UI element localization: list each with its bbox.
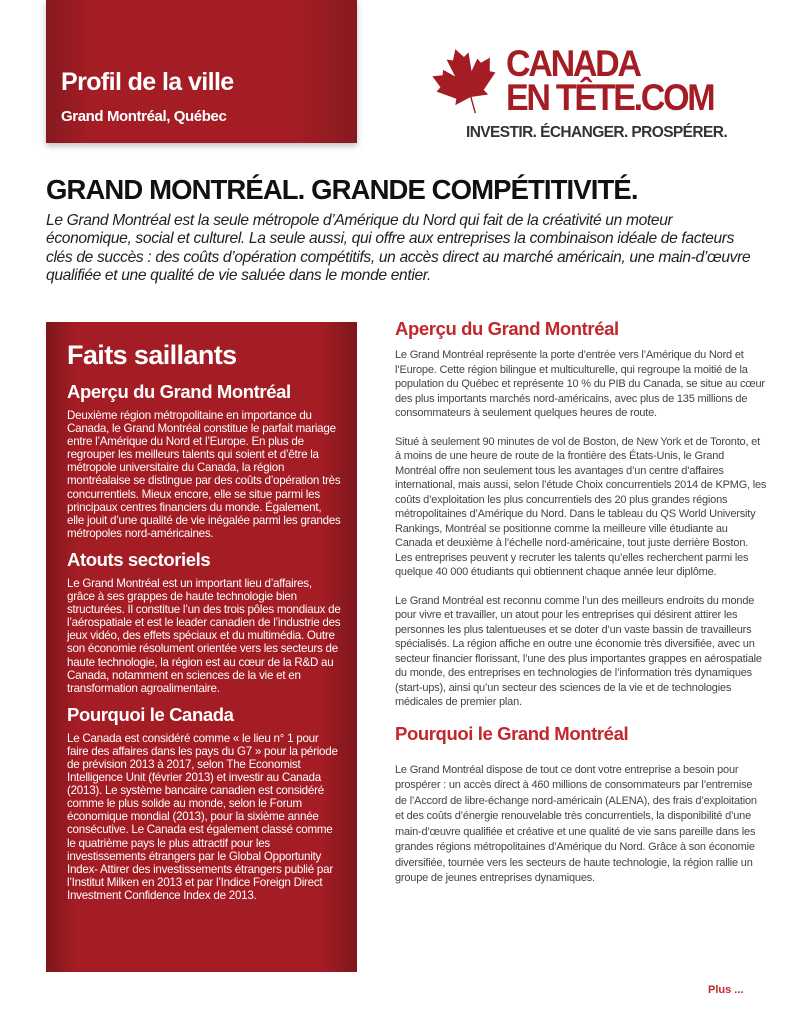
main-column [395, 318, 767, 901]
logo-tagline: INVESTIR. ÉCHANGER. PROSPÉRER. [466, 124, 728, 141]
paragraph: Situé à seulement 90 minutes de vol de Boston, de New York et de Toronto, et à moins de une heure de route de la frontière des États-Unis, le Grand Montréal offre non seulement tous les avantages d’un centre d’affaires international, mais aussi, selon l’étude Choix concurrentiels 2014 de KPMG, les coûts d’exploitation les plus concurrentiels des 20 plus grandes régions métropolitaines d’Amérique du Nord. Dans le tableau du QS World University Rankings, Montréal se positionne comme la meilleure ville étudiante au Canada et deuxième à l’échelle nord-américaine, tout juste derrière Boston. Les entreprises peuvent y recruter les talents qu’elles recherchent parmi les quelque 40 000 étudiants qui obtiennent chaque année leur diplôme. [395, 435, 767, 578]
paragraph: Le Grand Montréal est reconnu comme l’un des meilleurs endroits du monde pour vivre et travailler, un atout pour les entreprises qui désirent attirer les personnes les plus talentueuses et se doter d’un vaste bassin de travailleurs spécialisés. La région affiche en outre une économie très diversifiée, avec un secteur financier florissant, l’une des plus importantes grappes en aérospatiale du monde, des entreprises en technologies de l’information très dynamiques (start-ups), ainsi qu’un secteur des sciences de la vie et de technologies médicales de premier plan. [395, 594, 762, 708]
logo-line-1: CANADA [506, 43, 640, 84]
page-subtitle: Grand Montréal, Québec [61, 108, 227, 125]
intro-paragraph: Le Grand Montréal est la seule métropole d’Amérique du Nord qui fait de la créativité un moteur économique, social et culturel. La seule aussi, qui offre aux entreprises la combinaison idéale de facteurs clés de succès : des coûts d’opération compétitifs, un accès direct au marché américain, une main-d’œuvre qualifiée et une qualité de vie saluée dans le monde entier. [46, 212, 751, 284]
highlights-heading: Pourquoi le Canada [67, 703, 234, 725]
page-title: Profil de la ville [61, 68, 234, 96]
section-heading: Pourquoi le Grand Montréal [395, 722, 629, 744]
paragraph: Le Grand Montréal dispose de tout ce dont votre entreprise a besoin pour prospérer : un accès direct à 460 millions de consommateurs par l’entremise de l’Accord de libre-échange nord-américain (ALENA), des frais d’exploitation et des coûts d’énergie renouvelable très concurrentiels, la disponibilité d’une main-d’œuvre qualifiée et créative et une qualité de vie sans pareille dans les grandes régions métropolitaines d’Amérique du Nord. Grâce à son économie diversifiée, tournée vers les secteurs de haute technologie, la région rallie un groupe de jeunes entreprises dynamiques. [395, 763, 757, 884]
brand-logo [430, 44, 750, 149]
highlights-title: Faits saillants [67, 340, 237, 370]
more-link[interactable]: Plus ... [708, 984, 744, 996]
header-banner [46, 0, 357, 143]
highlights-body: Le Grand Montréal est un important lieu d’affaires, grâce à ses grappes de haute technologie bien structurées. Il constitue l’un des trois pôles mondiaux de l’aérospatiale et est le leader canadien de l’industrie des jeux vidéo, des effets spéciaux et du multimédia. Outre son économie résolument orientée vers les secteurs de haute technologie, la région est au cœur de la R&D au Canada, notamment en sciences de la vie et en transformation agroalimentaire. [67, 576, 341, 695]
highlights-body: Le Canada est considéré comme « le lieu n° 1 pour faire des affaires dans les pays du G7 » pour la période de prévision 2013 à 2017, selon The Economist Intelligence Unit (février 2013) et investir au Canada (2013). Le système bancaire canadien est considéré comme le plus solide au monde, selon le Forum économique mondial (2013), pour la sixième année consécutive. Le Canada est également classé comme le quatrième pays le plus attractif pour les investissements étrangers par le Global Opportunity Index- Attirer des investissements étrangers publié par l’Institut Milken en 2013 et par l’Indice Foreign Direct Investment Confidence Index de 2013. [67, 731, 338, 902]
highlights-heading: Atouts sectoriels [67, 548, 211, 570]
paragraph: Le Grand Montréal représente la porte d’entrée vers l’Amérique du Nord et l’Europe. Cette région bilingue et multiculturelle, qui regroupe la moitié de la population du Québec et représente 10 % du PIB du Canada, se situe au cœur des plus importants marchés nord-américains, avec plus de 135 millions de consommateurs à seulement quelques heures de route. [395, 349, 765, 419]
highlights-heading: Aperçu du Grand Montréal [67, 381, 291, 402]
section-heading: Aperçu du Grand Montréal [395, 318, 619, 339]
headline: GRAND MONTRÉAL. GRANDE COMPÉTITIVITÉ. [46, 174, 638, 205]
highlights-panel [46, 322, 357, 972]
highlights-body: Deuxième région métropolitaine en importance du Canada, le Grand Montréal constitue le parfait mariage entre l’Amérique du Nord et l’Europe. En plus de regrouper les meilleurs talents qui soient et d’être la métropole universitaire du Canada, la région montréalaise se distingue par des coûts d’opération très concurrentiels. Mieux encore, elle se situe parmi les principaux centres financiers du monde. Également, elle jouit d’une qualité de vie inégalée parmi les grandes métropoles nord-américaines. [67, 409, 341, 540]
logo-line-2: EN TÊTE.COM [506, 77, 714, 118]
maple-leaf-icon [430, 46, 502, 118]
